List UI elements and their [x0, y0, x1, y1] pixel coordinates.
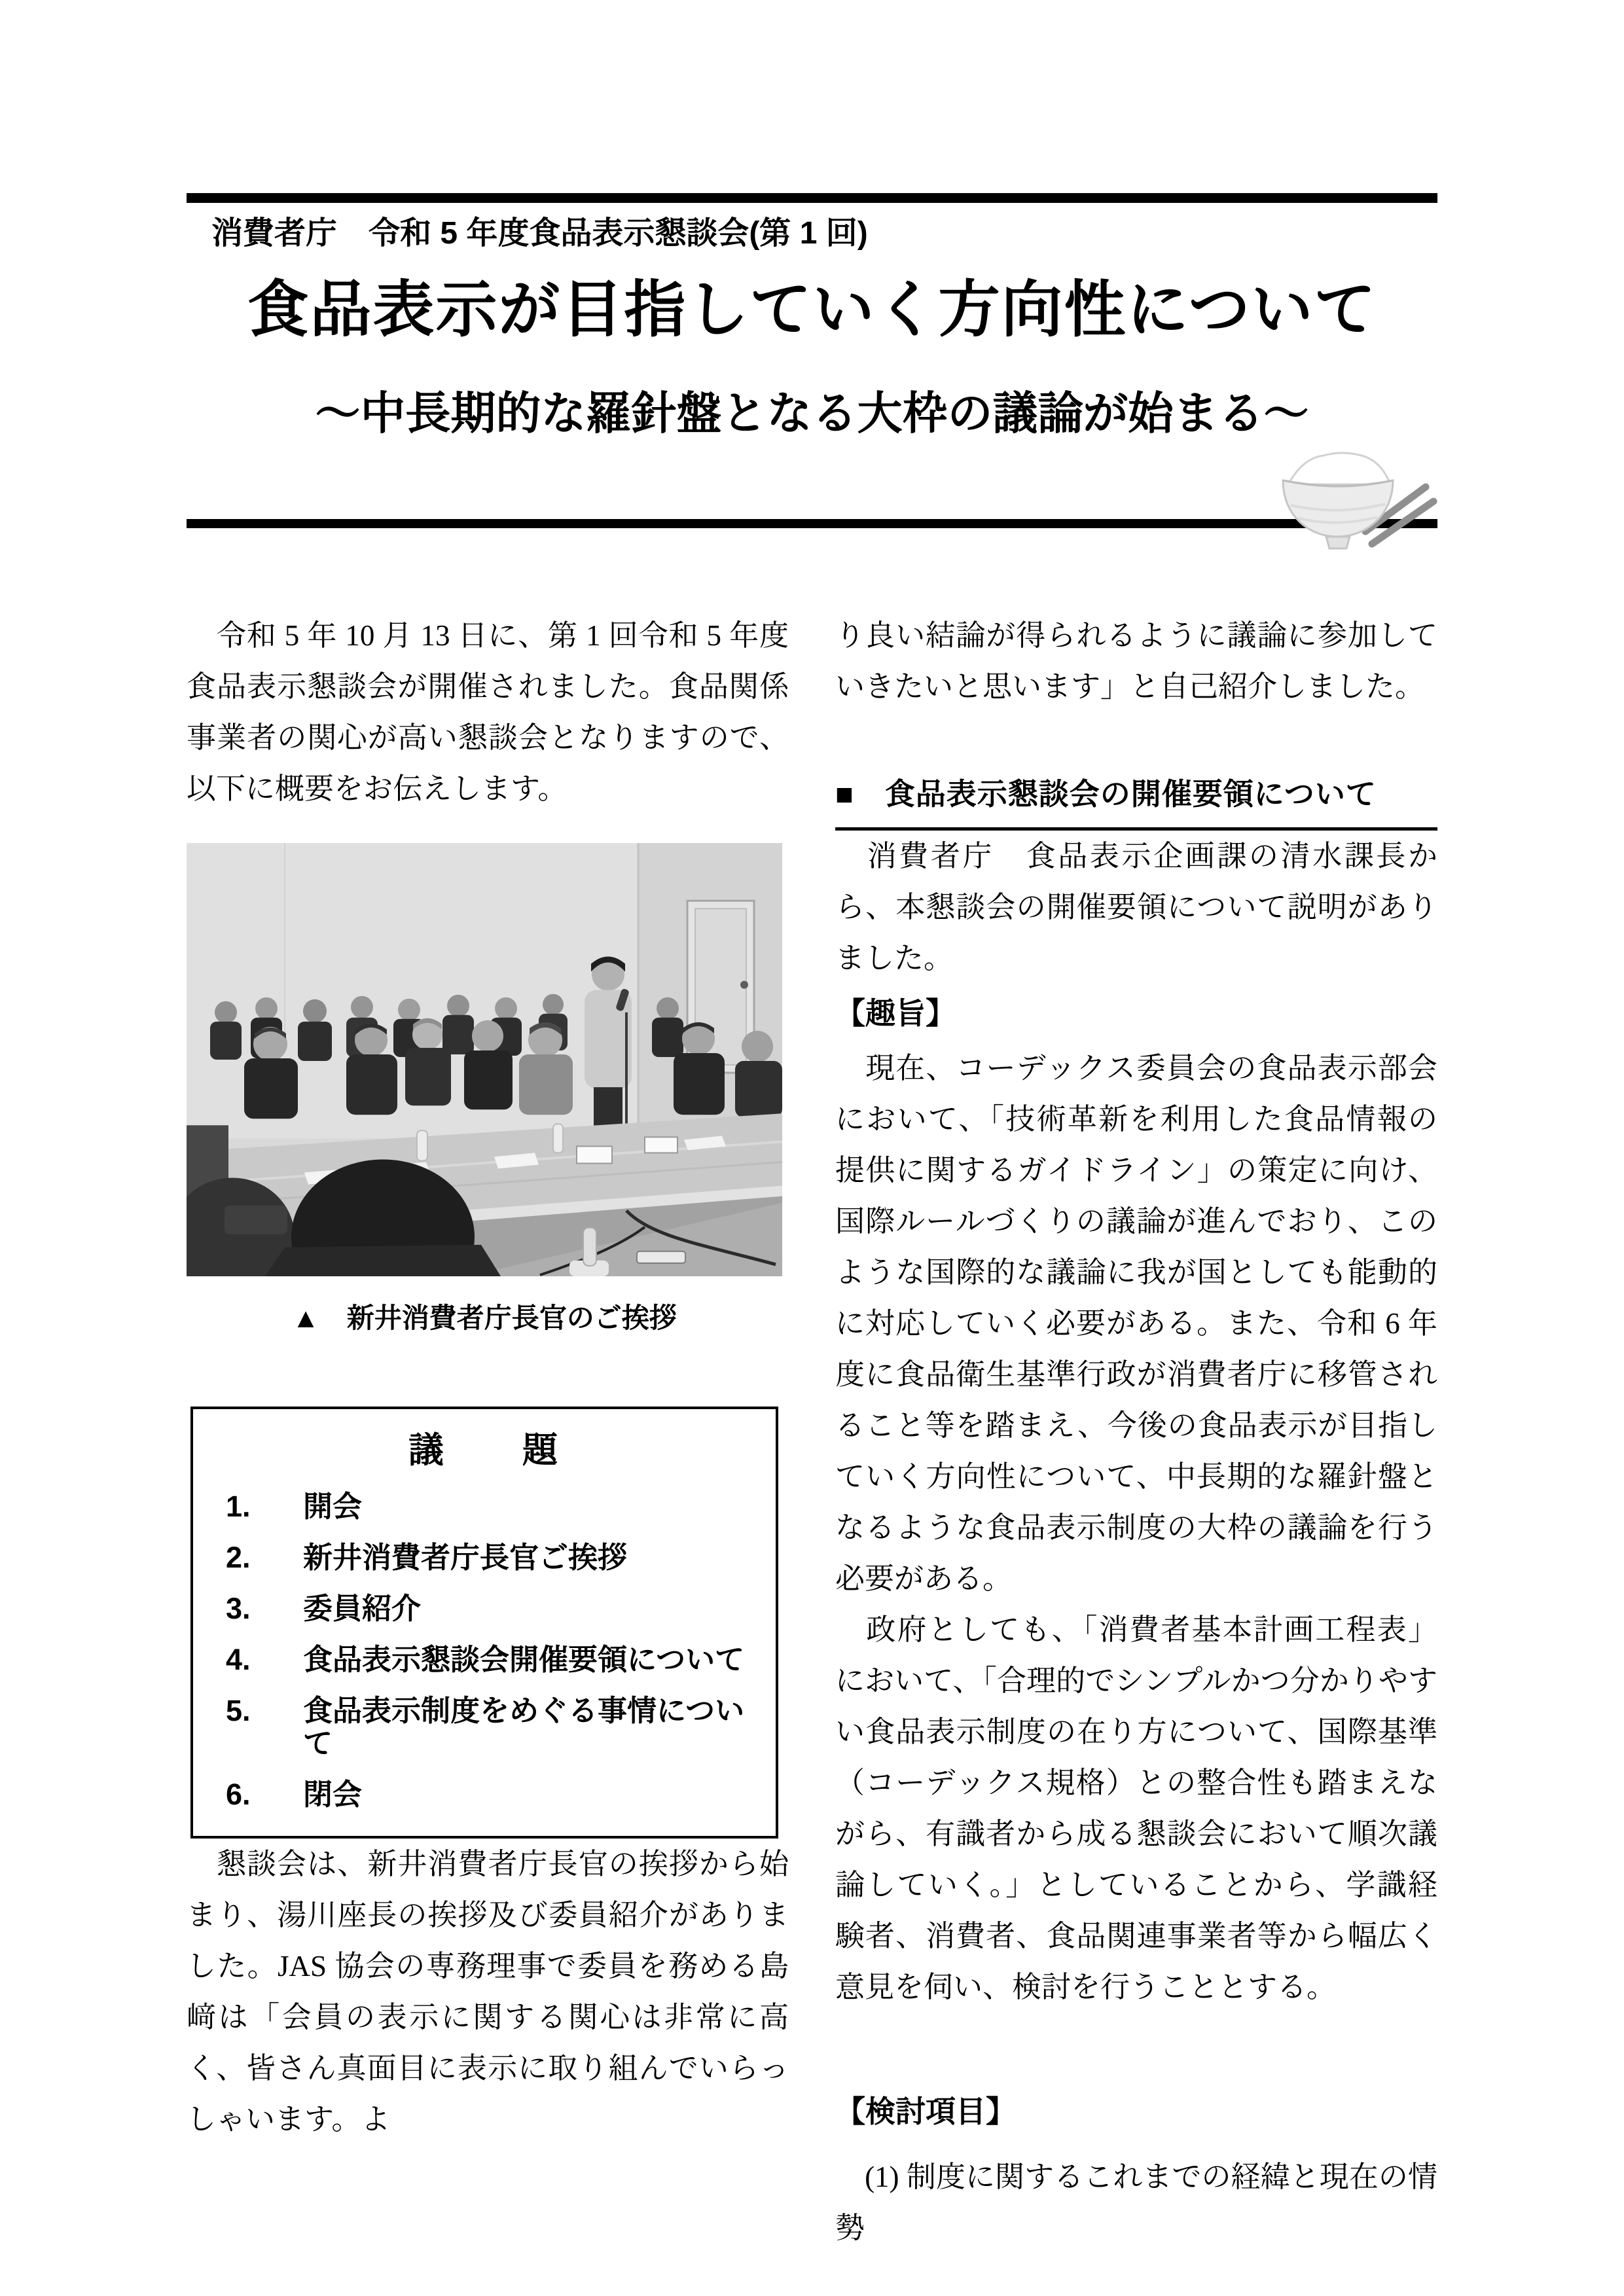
agenda-item — [223, 1490, 746, 1523]
agenda-item-label: 新井消費者庁長官ご挨拶 — [303, 1541, 628, 1574]
agenda-item-number: 5. — [226, 1694, 251, 1727]
shushi-label: 【趣旨】 — [835, 996, 956, 1030]
agenda-item-number: 6. — [226, 1778, 251, 1811]
shushi-paragraph: 現在、コーデックス委員会の食品表示部会において、「技術革新を利用した食品情報の提供に関するガイドライン」の策定に向け、国際ルールづくりの議論が進んでおり、このような国際的な議論に我が国としても能動的に対応していく必要がある。また、令和 6 年度に食品衛生基準行政が消費者庁に移管されること等を踏まえ、今後の食品表示が目指していく方向性について、中長期的な羅針盤となるような食品表示制度の大枠の議論を行う必要がある。 — [835, 1052, 1437, 1595]
agenda-title: 議 題 — [408, 1431, 560, 1470]
agenda-item-label: 閉会 — [303, 1778, 363, 1811]
agenda-item-label: 開会 — [303, 1490, 363, 1523]
agenda-item — [223, 1778, 746, 1811]
photo-caption: ▲ 新井消費者庁長官のご挨拶 — [292, 1302, 677, 1333]
agenda-item-label: 委員紹介 — [303, 1592, 422, 1625]
meeting-photo — [187, 843, 782, 1276]
right-column — [835, 610, 1437, 2253]
agenda-item-label: 食品表示制度をめぐる事情について — [303, 1694, 745, 1760]
explanation-paragraph: 消費者庁 食品表示企画課の清水課長から、本懇談会の開催要領について説明がありました。 — [835, 840, 1437, 975]
agenda-item — [223, 1541, 746, 1574]
rice-bowl-chopsticks-icon — [1269, 449, 1440, 556]
header-rule — [187, 519, 1437, 528]
agenda-item — [223, 1592, 746, 1625]
agenda-item — [223, 1695, 746, 1760]
page-title: 食品表示が目指していく方向性について — [247, 275, 1377, 344]
masthead-agency-line: 消費者庁 令和 5 年度食品表示懇談会(第 1 回) — [211, 216, 868, 251]
page-subtitle: ～中長期的な羅針盤となる大枠の議論が始まる～ — [315, 388, 1309, 439]
kento-label: 【検討項目】 — [835, 2094, 1016, 2128]
meeting-report-paragraph: 懇談会は、新井消費者庁長官の挨拶から始まり、湯川座長の挨拶及び委員紹介がありました。JAS 協会の専務理事で委員を務める島﨑は「会員の表示に関する関心は非常に高く、皆さん真面目に表示に取り組んでいらっしゃいます。よ — [187, 1848, 789, 2136]
agenda-item — [223, 1643, 746, 1676]
government-paragraph: 政府としても、「消費者基本計画工程表」において、「合理的でシンプルかつ分かりやすい食品表示制度の在り方について、国際基準（コーデックス規格）との整合性も踏まえながら、有識者から成る懇談会において順次議論していく。」としていることから、学識経験者、消費者、食品関連事業者等から幅広く意見を伺い、検討を行うこととする。 — [835, 1613, 1437, 2003]
agenda-item-label: 食品表示懇談会開催要領について — [303, 1643, 745, 1676]
agenda-item-number: 2. — [226, 1541, 251, 1574]
agenda-item-number: 1. — [226, 1490, 251, 1523]
left-column — [187, 610, 789, 2145]
agenda-item-number: 4. — [226, 1643, 251, 1676]
kento-item-paragraph: (1) 制度に関するこれまでの経緯と現在の情勢 — [835, 2161, 1437, 2244]
agenda-box — [190, 1407, 778, 1839]
section-heading: ■ 食品表示懇談会の開催要領について — [835, 775, 1437, 831]
intro-paragraph: 令和 5 年 10 月 13 日に、第 1 回令和 5 年度食品表示懇談会が開催されました。食品関係事業者の関心が高い懇談会となりますので、以下に概要をお伝えします。 — [187, 619, 789, 805]
agenda-item-number: 3. — [226, 1592, 251, 1625]
continuation-paragraph: り良い結論が得られるように議論に参加していきたいと思います」と自己紹介しました。 — [835, 619, 1437, 703]
top-rule — [187, 193, 1437, 203]
